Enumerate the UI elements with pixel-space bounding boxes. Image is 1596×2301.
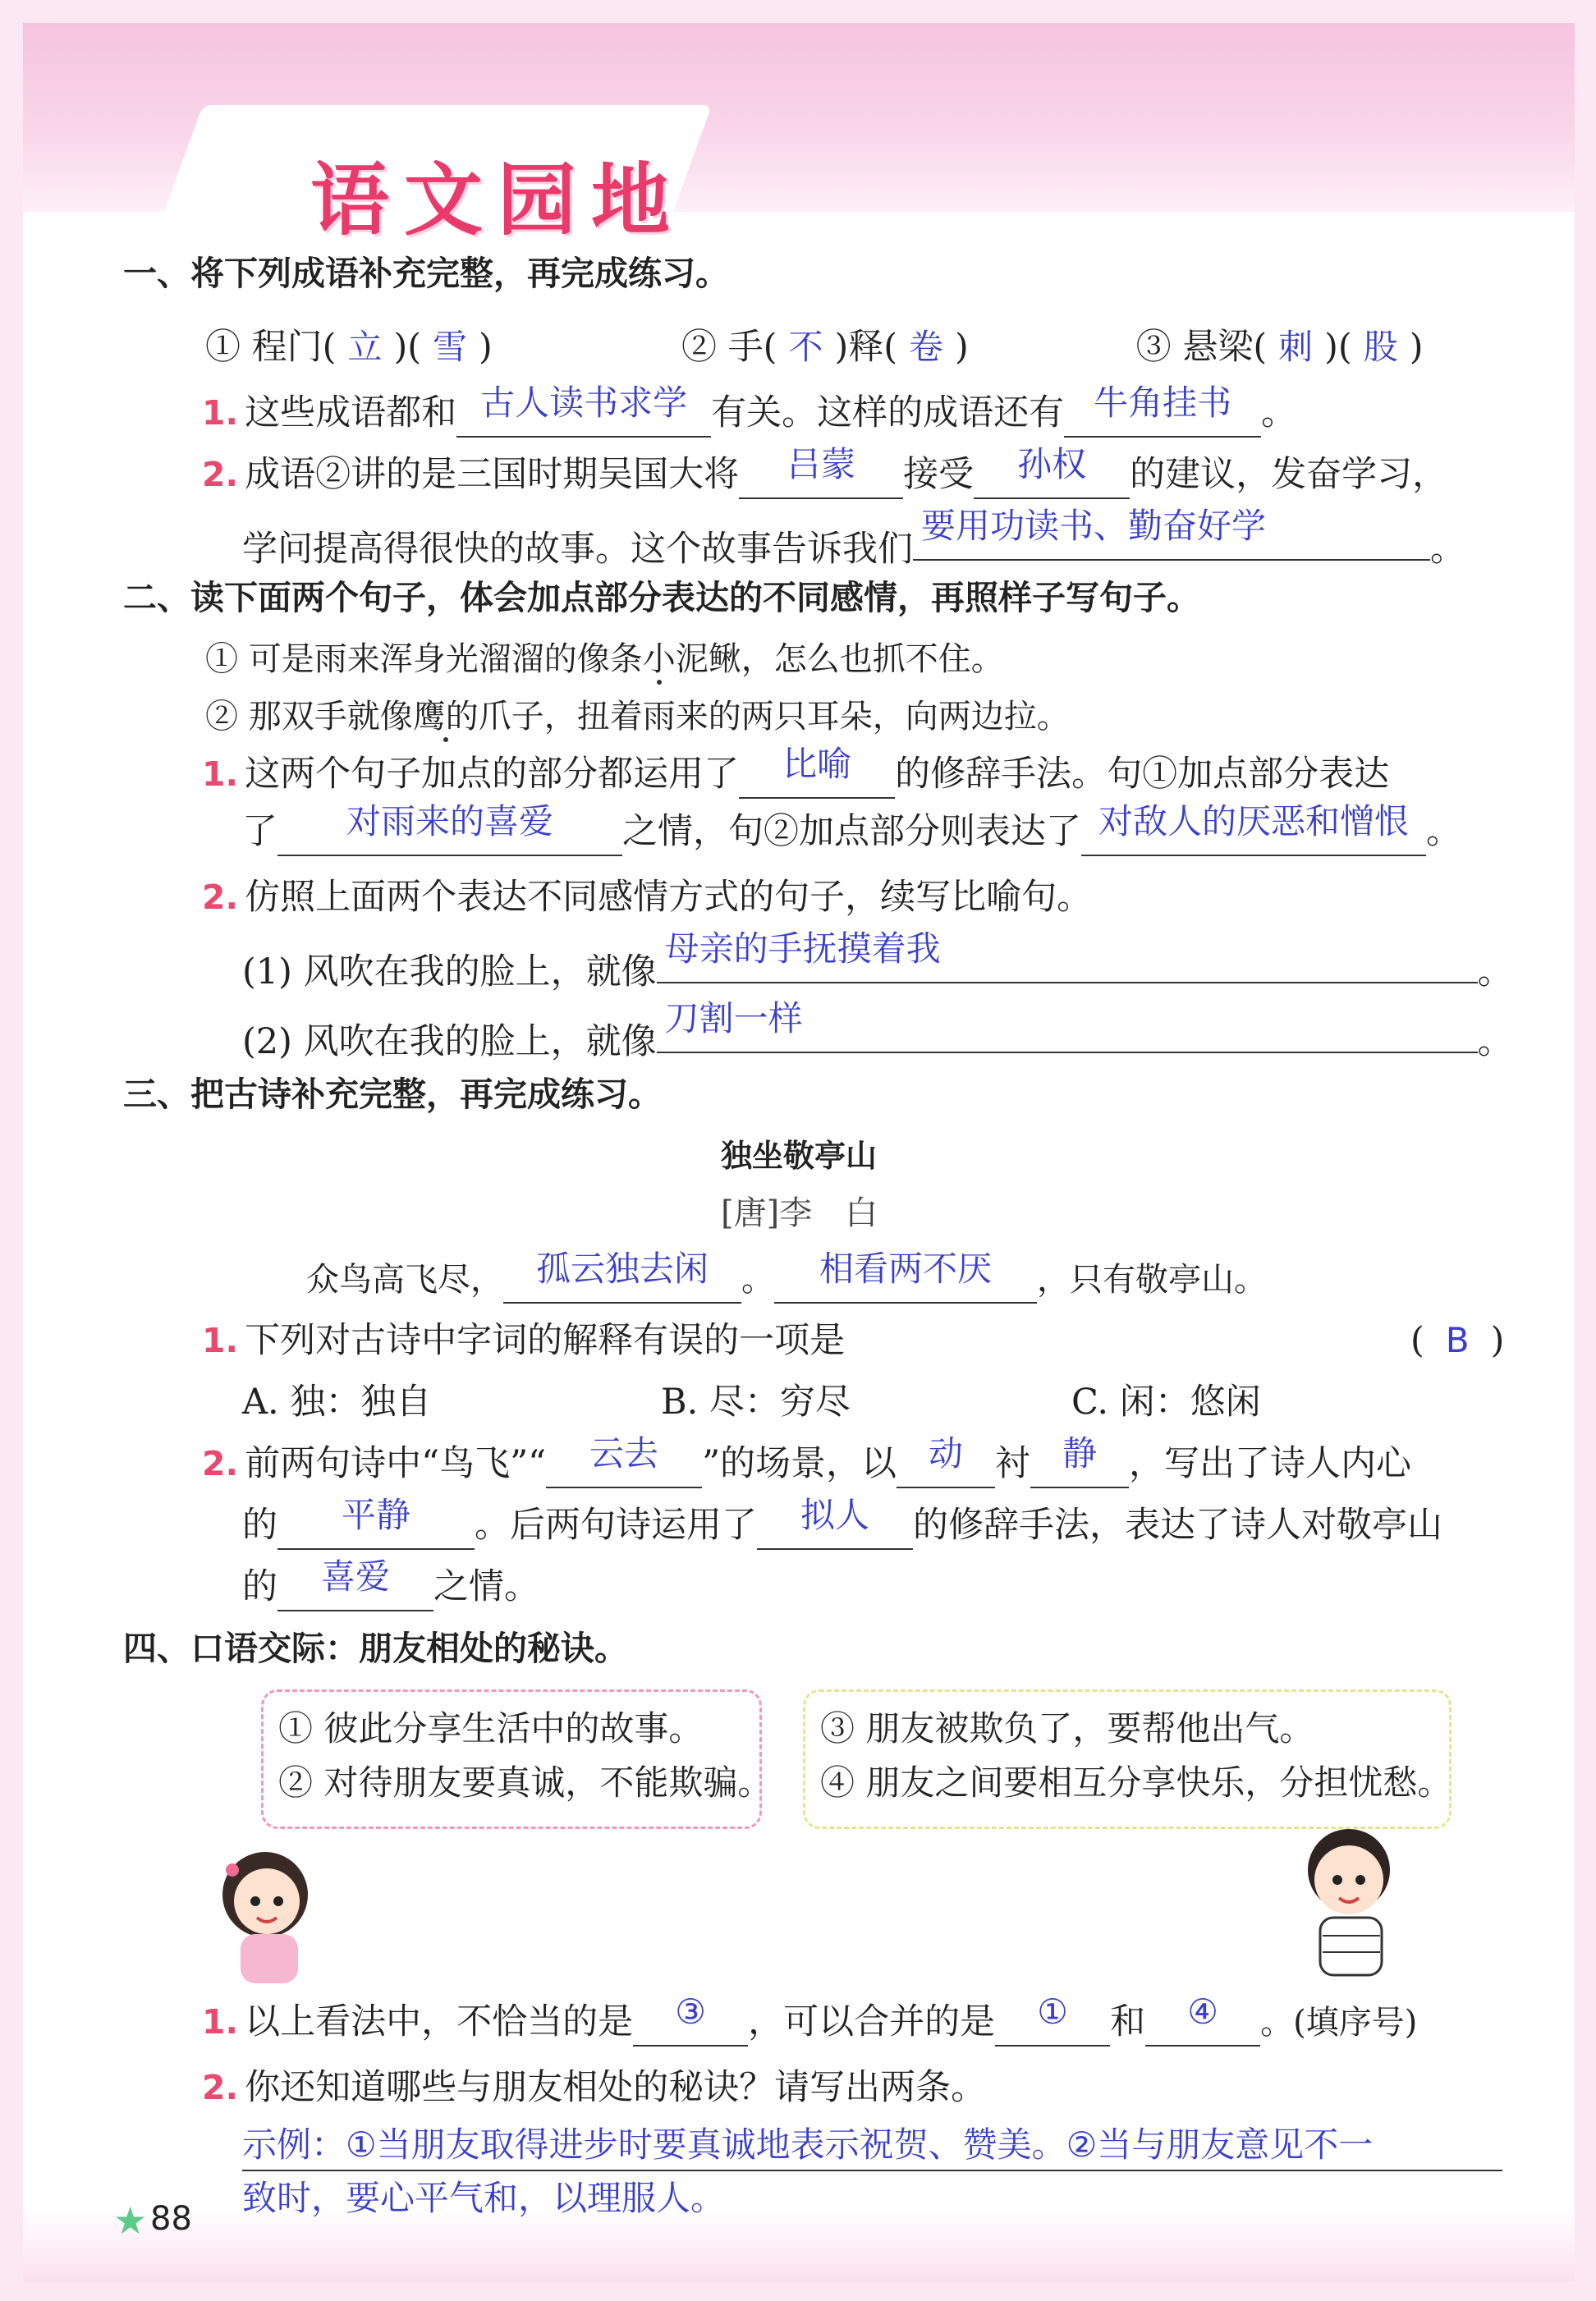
speech-bubble-right — [803, 1689, 1452, 1829]
option-a: A. 独：独自 — [242, 1382, 432, 1423]
star-icon: ★ — [113, 2198, 148, 2243]
poem-author: [唐]李 白 — [721, 1194, 878, 1232]
answer: 孤云独去闲 — [535, 1249, 709, 1289]
answer: 吕蒙 — [787, 444, 856, 484]
idiom-3-answer-2: 股 — [1363, 327, 1398, 367]
answer: ① — [1037, 1992, 1068, 2032]
answer: 孙权 — [1017, 444, 1087, 484]
option-b: B. 尽：穷尽 — [661, 1382, 851, 1423]
answer: 动 — [929, 1433, 964, 1474]
idiom-3-pre: ③ 悬梁( — [1135, 327, 1268, 368]
text: 和 — [1110, 2001, 1146, 2042]
opinion-3: ③ 朋友被欺负了，要帮他出气。 — [820, 1708, 1314, 1749]
answer-blank — [739, 444, 903, 499]
answer: 对雨来的喜爱 — [346, 801, 553, 841]
answer-blank — [277, 801, 622, 856]
idiom-3 — [1125, 327, 1424, 368]
s1-q2-cont — [242, 506, 1465, 574]
answer: 古人读书求学 — [480, 383, 688, 423]
answer-blank — [739, 744, 895, 799]
text: ② 那双手 — [205, 698, 347, 736]
q-number: 1. — [202, 1321, 239, 1360]
answer-blank — [277, 1495, 475, 1550]
text: 。后两句诗运用了 — [475, 1505, 757, 1546]
text: 你还知道哪些与朋友相处的秘诀？请写出两条。 — [245, 2067, 987, 2108]
idiom-3-mid: )( — [1324, 327, 1352, 368]
answer: 平静 — [341, 1495, 410, 1535]
s4-q1 — [202, 1992, 1418, 2047]
idiom-2-answer-1: 不 — [788, 327, 823, 367]
s4-q2-answer-line1 — [242, 2120, 1502, 2171]
dotted-phrase: 就像鹰的爪子 — [346, 698, 544, 736]
text: 了 — [242, 811, 277, 852]
idiom-1-pre: ① 程门( — [205, 327, 337, 368]
text: ”的场景，以 — [702, 1443, 897, 1484]
boy-illustration — [1283, 1813, 1406, 1993]
idiom-2-answer-2: 卷 — [909, 327, 944, 367]
text: 衬 — [995, 1443, 1031, 1484]
page-number: 88 — [150, 2200, 192, 2238]
idiom-1-answer-1: 立 — [347, 327, 383, 367]
s4-q2 — [202, 2063, 986, 2112]
text: 。 — [1426, 811, 1461, 852]
text: 接受 — [903, 454, 975, 495]
q-number: 2. — [202, 878, 239, 917]
idiom-1-mid: )( — [393, 327, 422, 368]
answer: 刀割一样 — [664, 998, 803, 1038]
idiom-2-pre: ② 手( — [681, 327, 777, 368]
q-number: 1. — [202, 393, 239, 433]
answer-blank — [657, 928, 1478, 983]
text: 仿照上面两个表达不同感情方式的句子，续写比喻句。 — [245, 877, 1093, 918]
section1-heading: 一、将下列成语补充完整，再完成练习。 — [123, 254, 729, 293]
text: 成语②讲的是三国时期吴国大将 — [245, 454, 740, 495]
text: 有关。这样的成语还有 — [711, 392, 1065, 433]
text: 众鸟高飞尽， — [306, 1261, 503, 1299]
s2-q2-line2 — [242, 998, 1513, 1066]
text: 这些成语都和 — [245, 392, 457, 433]
text: (1) 风吹在我的脸上，就像 — [242, 951, 657, 992]
text: 之情，句②加点部分则表达了 — [622, 811, 1081, 852]
answer: 比喻 — [782, 744, 852, 784]
text: 下列对古诗中字词的解释有误的一项是 — [245, 1320, 846, 1361]
answer: ④ — [1187, 1992, 1218, 2032]
s3-q2 — [202, 1433, 1412, 1488]
s3-q1-options — [242, 1377, 1261, 1427]
answer: 静 — [1062, 1433, 1098, 1474]
workbook-page — [23, 23, 1575, 2282]
answer-blank — [456, 383, 711, 438]
answer-blank — [633, 1992, 748, 2047]
text: 这两个句子加点的部分都运用了 — [245, 754, 740, 795]
answer: 相看两不厌 — [819, 1249, 992, 1289]
idiom-row — [205, 323, 1424, 372]
text: 。 — [741, 1261, 774, 1299]
s2-q1-cont — [242, 801, 1461, 856]
section2-heading: 二、读下面两个句子，体会加点部分表达的不同感情，再照样子写句子。 — [123, 578, 1200, 617]
poem-line — [306, 1249, 1267, 1304]
text: 。 — [1261, 392, 1297, 433]
s3-q1-choice: ( B ) — [1410, 1320, 1505, 1361]
idiom-2 — [681, 323, 1125, 372]
q-number: 2. — [202, 455, 239, 494]
text: 的建议，发奋学习， — [1130, 454, 1448, 495]
text: 。 — [1477, 951, 1513, 992]
s3-q2-cont — [242, 1495, 1442, 1550]
idiom-1 — [205, 323, 681, 372]
sentence-1 — [205, 635, 1004, 684]
idiom-2-mid: )释( — [834, 327, 898, 368]
dotted-phrase: 像条小泥鳅 — [576, 640, 741, 678]
answer: 拟人 — [800, 1495, 869, 1535]
answer-blank — [657, 998, 1478, 1053]
answer-blank — [1145, 1992, 1260, 2047]
answer-blank — [1081, 801, 1426, 856]
q-number: 2. — [202, 2068, 239, 2107]
answer: 致时，要心平气和，以理服人。 — [242, 2178, 726, 2218]
s4-q2-answer-line2 — [242, 2174, 725, 2223]
answer-blank — [995, 1992, 1110, 2047]
sentence-2 — [205, 692, 1070, 741]
answer-blank — [277, 1556, 433, 1611]
answer: 对敌人的厌恶和憎恨 — [1098, 801, 1409, 841]
s1-q2 — [202, 444, 1448, 499]
answer-blank — [503, 1249, 741, 1304]
q-number: 1. — [202, 754, 239, 794]
answer-blank — [546, 1433, 702, 1488]
idiom-2-post: ) — [955, 327, 969, 368]
girl-illustration — [208, 1837, 331, 1985]
idiom-1-post: ) — [479, 327, 493, 368]
text: 前两句诗中“鸟飞”“ — [245, 1443, 547, 1484]
answer: ③ — [675, 1992, 706, 2032]
s2-q2 — [202, 873, 1092, 922]
answer: 云去 — [589, 1433, 659, 1474]
s2-q2-line1 — [242, 928, 1513, 997]
text: 的修辞手法，表达了诗人对敬亭山 — [913, 1505, 1442, 1546]
option-c: C. 闲：悠闲 — [1071, 1382, 1261, 1423]
s3-q1 — [202, 1316, 845, 1365]
answer: B — [1445, 1320, 1470, 1360]
text: 的修辞手法。句①加点部分表达 — [895, 754, 1390, 795]
text: 。(填序号) — [1260, 2004, 1418, 2042]
answer: 示例：①当朋友取得进步时要真诚地表示祝贺、赞美。②当与朋友意见不一 — [242, 2125, 1374, 2165]
s3-q2-cont2 — [242, 1556, 539, 1611]
idiom-1-answer-2: 雪 — [433, 327, 468, 367]
text: ，可以合并的是 — [748, 2001, 996, 2042]
text: (2) 风吹在我的脸上，就像 — [242, 1021, 657, 1062]
text: 。 — [1430, 529, 1465, 570]
speech-bubble-left — [261, 1689, 773, 1829]
answer: 牛角挂书 — [1094, 383, 1232, 423]
idiom-3-post: ) — [1409, 327, 1424, 368]
q-number: 2. — [202, 1444, 239, 1483]
answer-blank — [757, 1495, 913, 1550]
answer-blank — [1030, 1433, 1129, 1488]
text: ，怎么也抓不住。 — [741, 640, 1004, 678]
s2-q1 — [202, 744, 1390, 799]
text: 的 — [242, 1566, 277, 1607]
text: 。 — [1477, 1021, 1513, 1062]
answer-blank — [897, 1433, 995, 1488]
text: ，只有敬亭山。 — [1037, 1261, 1267, 1299]
s1-q1 — [202, 383, 1297, 438]
section4-heading: 四、口语交际：朋友相处的秘诀。 — [123, 1629, 628, 1668]
opinion-2: ② 对待朋友要真诚，不能欺骗。 — [278, 1762, 773, 1803]
text: 的 — [242, 1505, 277, 1546]
text: ，写出了诗人内心 — [1129, 1443, 1412, 1484]
text: 学问提高得很快的故事。这个故事告诉我们 — [242, 529, 913, 570]
answer-blank — [774, 1249, 1037, 1304]
answer-blank — [913, 506, 1430, 561]
text: 之情。 — [433, 1566, 539, 1607]
text: 以上看法中，不恰当的是 — [245, 2001, 634, 2042]
idiom-3-answer-1: 刺 — [1278, 327, 1314, 367]
answer-blank — [1064, 383, 1261, 438]
page-title: 语文园地 — [310, 154, 685, 246]
opinion-4: ④ 朋友之间要相互分享快乐，分担忧愁。 — [820, 1762, 1452, 1803]
text: ① 可是雨来浑身光溜溜的 — [205, 640, 577, 678]
answer-blank — [974, 444, 1130, 499]
opinion-1: ① 彼此分享生活中的故事。 — [278, 1708, 704, 1749]
poem-title: 独坐敬亭山 — [721, 1138, 878, 1174]
answer: 要用功读书、勤奋好学 — [921, 506, 1267, 546]
answer: 母亲的手抚摸着我 — [664, 928, 941, 969]
text: ，扭着雨来的两只耳朵，向两边拉。 — [543, 698, 1070, 736]
q-number: 1. — [202, 2002, 239, 2042]
section3-heading: 三、把古诗补充完整，再完成练习。 — [123, 1075, 662, 1114]
answer: 喜爱 — [320, 1556, 390, 1597]
